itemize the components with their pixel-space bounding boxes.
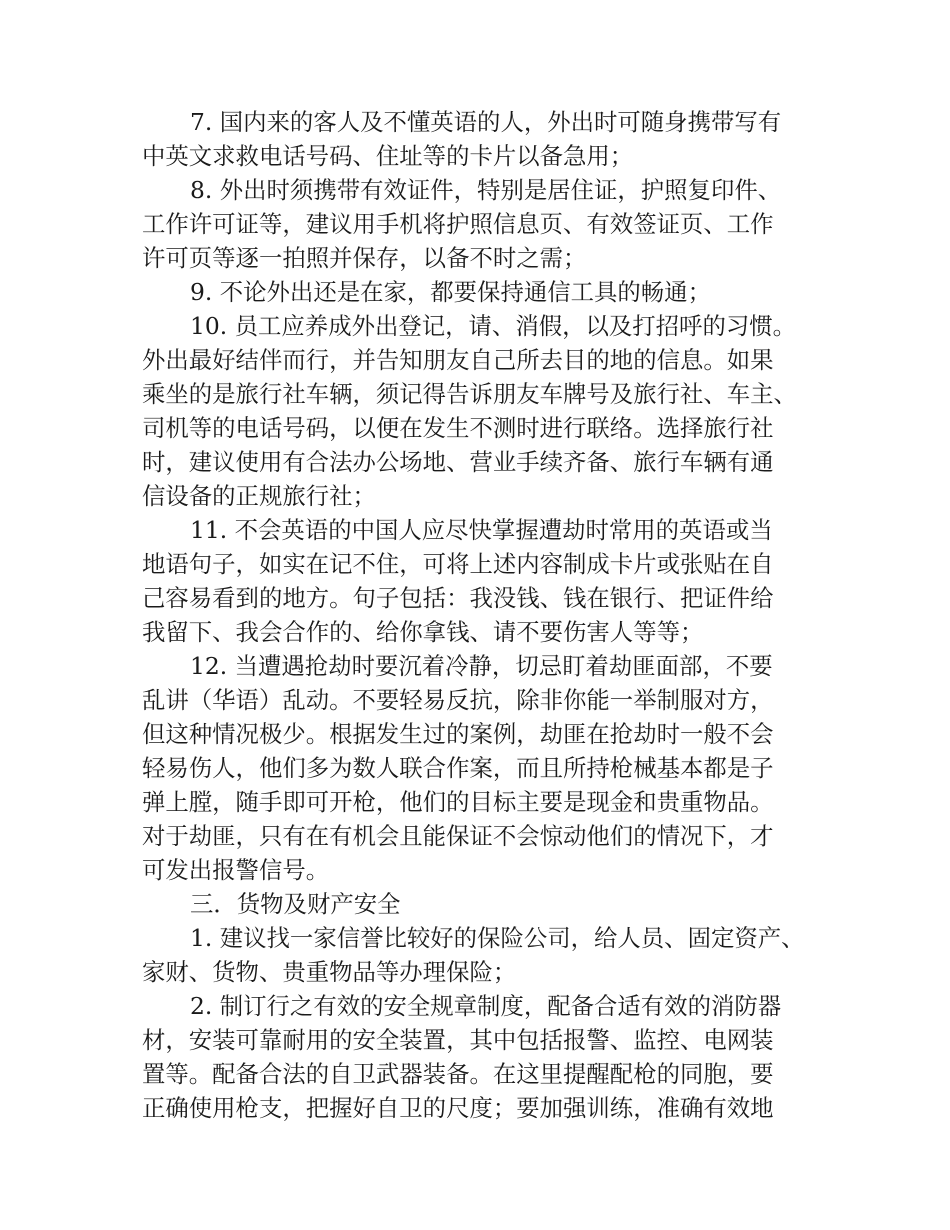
text-line: 7. 国内来的客人及不懂英语的人，外出时可随身携带写有: [190, 108, 782, 136]
text-line: 2. 制订行之有效的安全规章制度，配备合适有效的消防器: [190, 992, 782, 1020]
text-line: 12. 当遭遇抢劫时要沉着冷静，切忌盯着劫匪面部，不要: [190, 652, 773, 680]
text-line: 可发出报警信号。: [142, 856, 330, 884]
text-line: 乘坐的是旅行社车辆，须记得告诉朋友车牌号及旅行社、车主、: [142, 380, 797, 408]
text-line: 但这种情况极少。根据发生过的案例，劫匪在抢劫时一般不会: [142, 720, 774, 748]
text-line: 家财、货物、贵重物品等办理保险；: [142, 958, 517, 986]
text-line: 10. 员工应养成外出登记，请、消假，以及打招呼的习惯。: [190, 312, 797, 340]
text-line: 乱讲（华语）乱动。不要轻易反抗，除非你能一举制服对方，: [142, 686, 774, 714]
text-line: 对于劫匪，只有在有机会且能保证不会惊动他们的情况下，才: [142, 822, 774, 850]
text-line: 外出最好结伴而行，并告知朋友自己所去目的地的信息。如果: [142, 346, 774, 374]
text-line: 轻易伤人，他们多为数人联合作案，而且所持枪械基本都是子: [142, 754, 774, 782]
text-line: 正确使用枪支，把握好自卫的尺度；要加强训练，准确有效地: [142, 1094, 774, 1122]
text-line: 时，建议使用有合法办公场地、营业手续齐备、旅行车辆有通: [142, 448, 774, 476]
text-line: 中英文求救电话号码、住址等的卡片以备急用；: [142, 142, 634, 170]
text-line: 9. 不论外出还是在家，都要保持通信工具的畅通；: [190, 278, 711, 306]
text-line: 11. 不会英语的中国人应尽快掌握遭劫时常用的英语或当: [190, 516, 773, 544]
text-line: 弹上膛，随手即可开枪，他们的目标主要是现金和贵重物品。: [142, 788, 774, 816]
text-line: 地语句子，如实在记不住，可将上述内容制成卡片或张贴在自: [142, 550, 774, 578]
text-line: 许可页等逐一拍照并保存，以备不时之需；: [142, 244, 587, 272]
text-line: 材，安装可靠耐用的安全装置，其中包括报警、监控、电网装: [142, 1026, 774, 1054]
text-line: 8. 外出时须携带有效证件，特别是居住证，护照复印件、: [190, 176, 782, 204]
text-line: 我留下、我会合作的、给你拿钱、请不要伤害人等等；: [142, 618, 704, 646]
text-line: 置等。配备合法的自卫武器装备。在这里提醒配枪的同胞，要: [142, 1060, 774, 1088]
text-line: 己容易看到的地方。句子包括：我没钱、钱在银行、把证件给: [142, 584, 774, 612]
text-line: 1. 建议找一家信誉比较好的保险公司，给人员、固定资产、: [190, 924, 805, 952]
section-heading: 三．货物及财产安全: [190, 890, 401, 918]
text-line: 司机等的电话号码，以便在发生不测时进行联络。选择旅行社: [142, 414, 774, 442]
text-line: 信设备的正规旅行社；: [142, 482, 376, 510]
text-line: 工作许可证等，建议用手机将护照信息页、有效签证页、工作: [142, 210, 774, 238]
